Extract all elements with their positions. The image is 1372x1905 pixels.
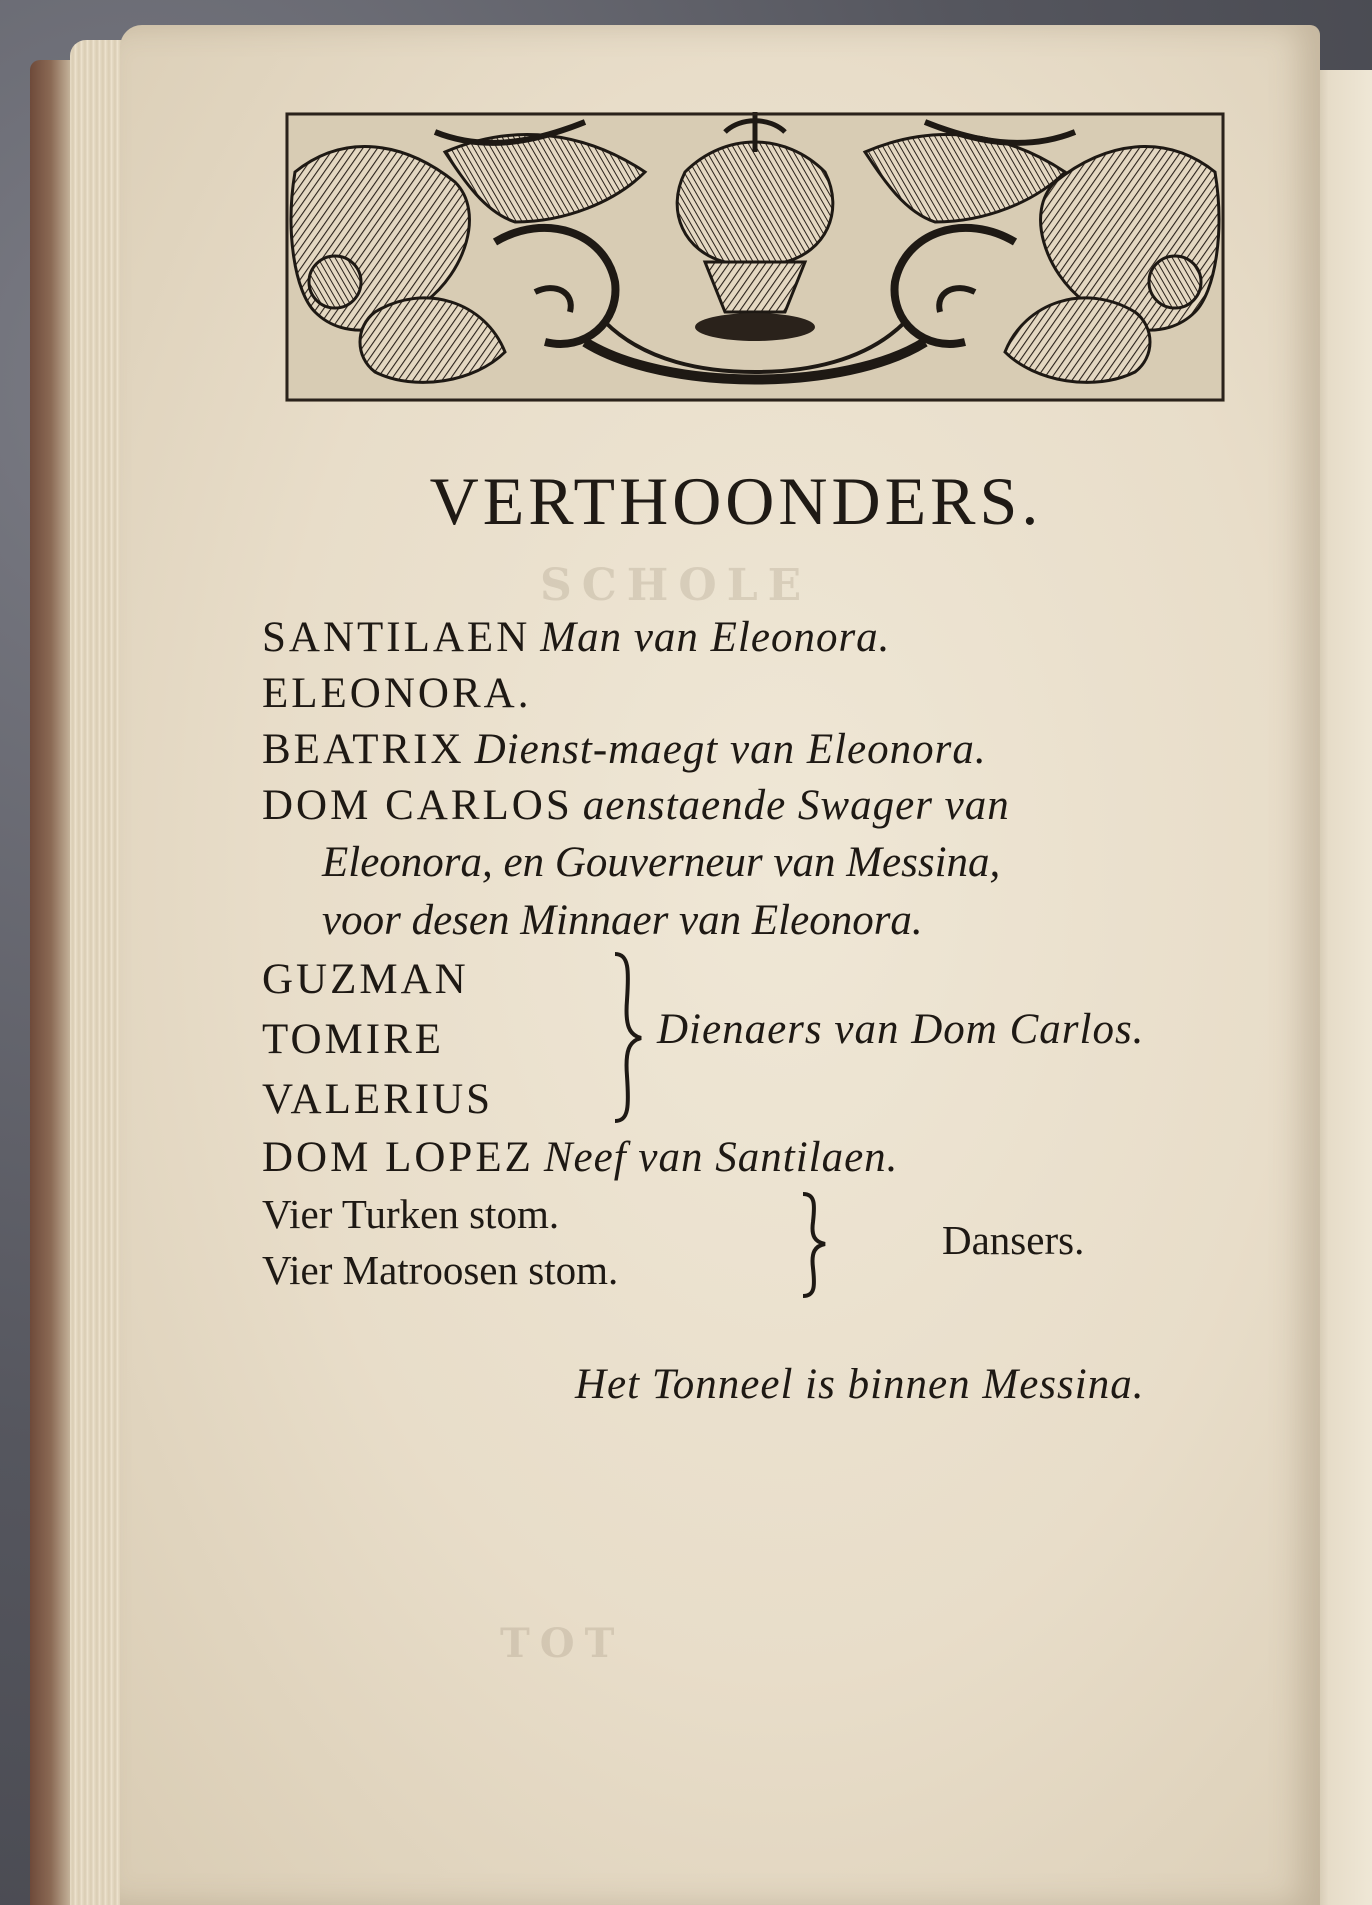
cast-list <box>262 610 1262 1301</box>
character-role: aenstaende Swager van <box>582 782 1010 829</box>
character-role-continued: voor desen Minnaer van Eleonora. <box>322 897 923 944</box>
dancer-line: Vier Matroosen stom. <box>262 1247 619 1293</box>
character-name: DOM CARLOS <box>262 782 573 829</box>
dancer-line: Vier Turken stom. <box>262 1191 560 1237</box>
page-title: VERTHOONDERS. <box>429 463 1043 539</box>
character-role: Man van Eleonora. <box>540 614 891 661</box>
cast-entry <box>262 1130 1262 1186</box>
dancers-role: Dansers. <box>942 1217 1085 1263</box>
character-name: BEATRIX <box>262 726 465 773</box>
brace-icon <box>797 1190 831 1300</box>
brace-icon <box>607 950 647 1125</box>
character-name: VALERIUS <box>262 1076 494 1123</box>
dancers-group <box>262 1186 1262 1301</box>
character-role: Neef van Santilaen. <box>543 1134 899 1181</box>
cast-entry <box>262 778 1262 834</box>
woodcut-headpiece-icon <box>285 112 1225 402</box>
character-name: SANTILAEN <box>262 614 531 661</box>
servants-group <box>262 950 1262 1130</box>
character-name: ELEONORA. <box>262 670 532 717</box>
cast-entry <box>262 610 1262 666</box>
character-name: DOM LOPEZ <box>262 1134 534 1181</box>
bleed-through-text: SCHOLE <box>540 560 812 611</box>
character-name: TOMIRE <box>262 1016 445 1063</box>
character-role-continued: Eleonora, en Gouverneur van Messina, <box>322 839 1001 886</box>
bleed-through-text: TOT <box>500 1620 625 1667</box>
cast-entry <box>262 666 1262 722</box>
character-name: GUZMAN <box>262 956 469 1003</box>
servants-role: Dienaers van Dom Carlos. <box>657 1006 1145 1053</box>
scene-note: Het Tonneel is binnen Messina. <box>575 1361 1145 1408</box>
cast-entry <box>262 722 1262 778</box>
character-role: Dienst-maegt van Eleonora. <box>474 726 987 773</box>
